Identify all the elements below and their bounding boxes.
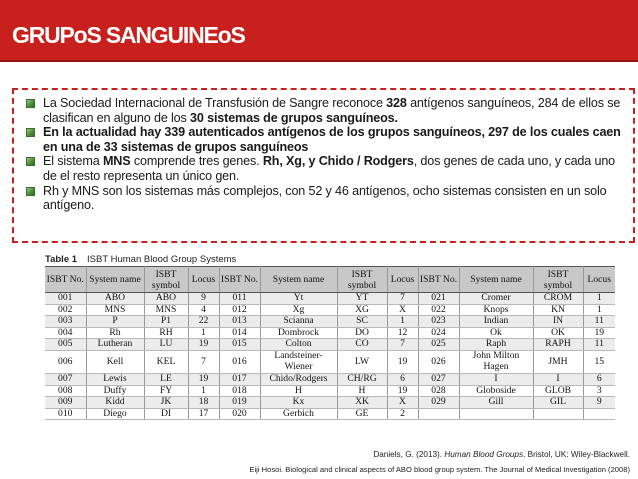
table-cell: 002 xyxy=(45,304,86,316)
table-cell: X xyxy=(387,397,418,409)
table-cell: Xg xyxy=(260,304,337,316)
table-cell: Chido/Rodgers xyxy=(260,373,337,385)
table-cell: 7 xyxy=(387,339,418,351)
table-row xyxy=(45,316,615,328)
table-cell: Kidd xyxy=(86,397,144,409)
table-cell: MNS xyxy=(86,304,144,316)
bullet-list xyxy=(26,96,630,213)
table-header-cell: System name xyxy=(260,267,337,293)
bullet-text: antígenos sanguíneos, 284 de ellos se clasifican en alguno de los xyxy=(43,96,621,125)
bullet-item xyxy=(26,154,630,183)
table-cell: Knops xyxy=(459,304,533,316)
table-cell: 1 xyxy=(188,385,219,397)
table-cell: Dombrock xyxy=(260,327,337,339)
table-cell: 013 xyxy=(219,316,260,328)
table-cell: I xyxy=(533,373,583,385)
table-cell: 017 xyxy=(219,373,260,385)
table-row xyxy=(45,327,615,339)
table-cell: 003 xyxy=(45,316,86,328)
table-cell: 016 xyxy=(219,350,260,373)
table-cell: YT xyxy=(337,293,387,305)
table-cell: P1 xyxy=(144,316,188,328)
table-cell: LW xyxy=(337,350,387,373)
table-cell: Rh xyxy=(86,327,144,339)
table-cell: 025 xyxy=(418,339,459,351)
table-cell: XG xyxy=(337,304,387,316)
square-bullet-icon xyxy=(26,157,35,166)
table-cell: Cromer xyxy=(459,293,533,305)
table-cell: 3 xyxy=(583,385,615,397)
square-bullet-icon xyxy=(26,128,35,137)
bullet-text: La Sociedad Internacional de Transfusión de Sangre reconoce xyxy=(43,96,387,110)
table-header-cell: ISBT symbol xyxy=(337,267,387,293)
title-bar xyxy=(0,0,638,62)
bullet-text: El sistema xyxy=(43,154,103,169)
table-row xyxy=(45,408,615,420)
table-cell: P xyxy=(86,316,144,328)
table-cell: 9 xyxy=(188,293,219,305)
bullet-text-bold: 30 sistemas de grupos sanguíneos. xyxy=(190,110,398,125)
citation-book-title: Human Blood Groups xyxy=(444,450,524,459)
table-cell: 7 xyxy=(188,350,219,373)
table-cell: 19 xyxy=(188,339,219,351)
table-cell: 1 xyxy=(583,293,615,305)
table-cell: SC xyxy=(337,316,387,328)
square-bullet-icon xyxy=(26,99,35,108)
table-cell: H xyxy=(337,385,387,397)
table-cell: CH/RG xyxy=(337,373,387,385)
table-cell: RH xyxy=(144,327,188,339)
table-cell: H xyxy=(260,385,337,397)
citation-hosoi: Eiji Hosoi. Biological and clinical aspects of ABO blood group system. The Journal of Medical Investigation (2008) xyxy=(249,465,630,474)
table-body xyxy=(45,293,615,420)
table-cell: JK xyxy=(144,397,188,409)
table-cell: FY xyxy=(144,385,188,397)
table-cell: 006 xyxy=(45,350,86,373)
table-cell xyxy=(583,408,615,420)
bullet-text: Rh y MNS son los sistemas más complejos, con 52 y 46 antígenos, ocho sistemas consisten en un solo antígeno. xyxy=(43,183,607,213)
table-cell: JMH xyxy=(533,350,583,373)
table-cell: 012 xyxy=(219,304,260,316)
bullet-text-bold: En la actualidad hay 339 autenticados antígenos de los grupos sanguíneos, 297 de los cuales caen en una de 33 sistemas de grupos sanguíneos xyxy=(43,125,621,154)
table-cell: 011 xyxy=(219,293,260,305)
table-header-cell: ISBT symbol xyxy=(144,267,188,293)
table-cell: 028 xyxy=(418,385,459,397)
table-cell: X xyxy=(387,304,418,316)
table-cell: CROM xyxy=(533,293,583,305)
table-row xyxy=(45,350,615,373)
table-row xyxy=(45,293,615,305)
table-cell: OK xyxy=(533,327,583,339)
table-cell: 005 xyxy=(45,339,86,351)
table-cell: 021 xyxy=(418,293,459,305)
table-cell: Gill xyxy=(459,397,533,409)
table-cell: KN xyxy=(533,304,583,316)
bullet-text-bold: 328 xyxy=(386,96,407,110)
table-cell: 19 xyxy=(188,373,219,385)
table-cell: 1 xyxy=(387,316,418,328)
table-cell: 018 xyxy=(219,385,260,397)
table-cell: 026 xyxy=(418,350,459,373)
table-cell: 029 xyxy=(418,397,459,409)
table-cell: 020 xyxy=(219,408,260,420)
table-cell: 18 xyxy=(188,397,219,409)
table-cell: Yt xyxy=(260,293,337,305)
citation-daniels xyxy=(373,450,630,459)
table-cell: 4 xyxy=(188,304,219,316)
table-cell: GLOB xyxy=(533,385,583,397)
table-cell: Lewis xyxy=(86,373,144,385)
table-header-cell: System name xyxy=(86,267,144,293)
table-cell: 024 xyxy=(418,327,459,339)
table-header-cell: Locus xyxy=(188,267,219,293)
table-cell: 17 xyxy=(188,408,219,420)
slide-title: GRUPoS SANGUINEoS xyxy=(12,22,245,48)
table-cell: 7 xyxy=(387,293,418,305)
table-cell: Colton xyxy=(260,339,337,351)
table-cell: Gerbich xyxy=(260,408,337,420)
table-cell: LU xyxy=(144,339,188,351)
bullet-box xyxy=(12,88,635,243)
table-cell: 11 xyxy=(583,339,615,351)
bullet-item xyxy=(26,184,630,213)
bullet-text-bold: MNS xyxy=(102,154,131,169)
table-cell: 1 xyxy=(583,304,615,316)
table-cell: 9 xyxy=(583,397,615,409)
table-cell: I xyxy=(459,373,533,385)
table-cell: GE xyxy=(337,408,387,420)
table-cell: Raph xyxy=(459,339,533,351)
table-cell: 001 xyxy=(45,293,86,305)
table-cell: 007 xyxy=(45,373,86,385)
table-cell xyxy=(533,408,583,420)
table-header-cell: ISBT symbol xyxy=(533,267,583,293)
table-cell: 11 xyxy=(583,316,615,328)
citation-author: Daniels, G. (2013). xyxy=(373,450,445,459)
bullet-item xyxy=(26,96,630,125)
table-cell: 19 xyxy=(387,385,418,397)
table-cell: Duffy xyxy=(86,385,144,397)
table-cell: KEL xyxy=(144,350,188,373)
table-cell: Lutheran xyxy=(86,339,144,351)
table-cell: DO xyxy=(337,327,387,339)
bullet-text: , dos genes de cada uno, y cada uno de el resto representa un único gen. xyxy=(43,154,616,183)
table-cell: 010 xyxy=(45,408,86,420)
table-cell: 12 xyxy=(387,327,418,339)
table-cell: 015 xyxy=(219,339,260,351)
table-cell: John Milton Hagen xyxy=(459,350,533,373)
bullet-item xyxy=(26,125,630,154)
table-cell: LE xyxy=(144,373,188,385)
table-cell: 22 xyxy=(188,316,219,328)
table-cell: GIL xyxy=(533,397,583,409)
table-cell: 1 xyxy=(188,327,219,339)
table-cell: CO xyxy=(337,339,387,351)
table-header-cell: ISBT No. xyxy=(219,267,260,293)
table-cell xyxy=(459,408,533,420)
table-header-cell: ISBT No. xyxy=(45,267,86,293)
table-header-row xyxy=(45,267,615,293)
table-cell xyxy=(418,408,459,420)
table-title: ISBT Human Blood Group Systems xyxy=(87,254,237,265)
table-cell: 6 xyxy=(583,373,615,385)
table-cell: Landsteiner-Wiener xyxy=(260,350,337,373)
table-cell: 022 xyxy=(418,304,459,316)
table-cell: 004 xyxy=(45,327,86,339)
table-cell: 023 xyxy=(418,316,459,328)
table-cell: 008 xyxy=(45,385,86,397)
blood-group-table xyxy=(45,266,615,420)
table-cell: 15 xyxy=(583,350,615,373)
bullet-text-bold: Rh, Xg, y Chido / Rodgers xyxy=(262,154,414,169)
table-header-cell: Locus xyxy=(387,267,418,293)
table-cell: Kx xyxy=(260,397,337,409)
table-cell: 19 xyxy=(583,327,615,339)
citation-publisher: . Bristol, UK: Wiley-Blackwell. xyxy=(523,450,630,459)
table-row xyxy=(45,339,615,351)
table-row xyxy=(45,304,615,316)
table-caption xyxy=(45,253,615,266)
table-cell: DI xyxy=(144,408,188,420)
table-cell: Kell xyxy=(86,350,144,373)
table-cell: 009 xyxy=(45,397,86,409)
table-cell: Indian xyxy=(459,316,533,328)
table-cell: ABO xyxy=(86,293,144,305)
table-row xyxy=(45,385,615,397)
table-cell: ABO xyxy=(144,293,188,305)
table-cell: Scianna xyxy=(260,316,337,328)
table-cell: Globoside xyxy=(459,385,533,397)
table-cell: MNS xyxy=(144,304,188,316)
table-cell: 6 xyxy=(387,373,418,385)
table-cell: 19 xyxy=(387,350,418,373)
table-cell: 014 xyxy=(219,327,260,339)
table-cell: 2 xyxy=(387,408,418,420)
table-cell: RAPH xyxy=(533,339,583,351)
table-cell: 019 xyxy=(219,397,260,409)
table-row xyxy=(45,397,615,409)
table-header-cell: Locus xyxy=(583,267,615,293)
bullet-text: comprende tres genes. xyxy=(130,154,263,169)
table-number: Table 1 xyxy=(45,254,78,265)
table-cell: Ok xyxy=(459,327,533,339)
table-cell: 027 xyxy=(418,373,459,385)
table-header-cell: ISBT No. xyxy=(418,267,459,293)
table-row xyxy=(45,373,615,385)
table-cell: Diego xyxy=(86,408,144,420)
square-bullet-icon xyxy=(26,187,35,196)
table-cell: XK xyxy=(337,397,387,409)
table-cell: IN xyxy=(533,316,583,328)
blood-group-table-figure xyxy=(45,253,615,420)
table-header-cell: System name xyxy=(459,267,533,293)
